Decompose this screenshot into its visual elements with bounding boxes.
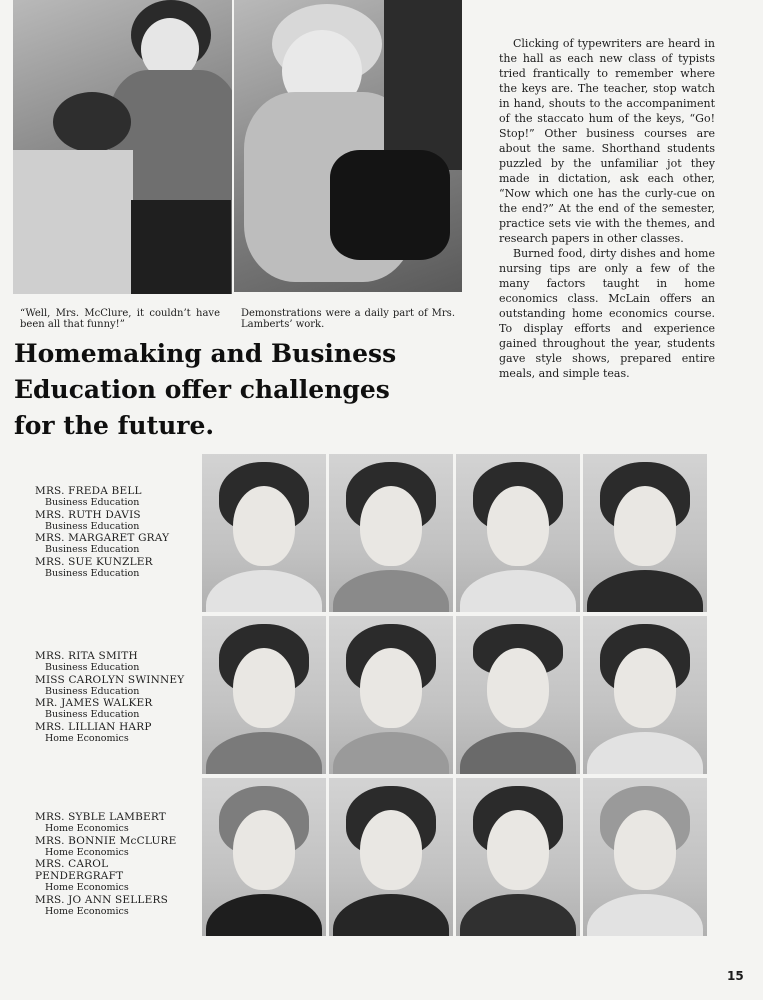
faculty-entry <box>35 835 195 859</box>
faculty-department: Business Education <box>45 497 140 508</box>
left-photo-caption: “Well, Mrs. McClure, it couldn’t have been all that funny!” <box>20 308 220 330</box>
faculty-name: MRS. BONNIE McCLURE <box>35 834 177 847</box>
page-number: 15 <box>727 969 744 983</box>
faculty-portrait <box>456 454 580 612</box>
faculty-name: MR. JAMES WALKER <box>35 697 153 709</box>
faculty-department: Business Education <box>45 544 140 555</box>
faculty-name: MRS. FREDA BELL <box>35 485 142 497</box>
faculty-portrait <box>583 616 707 774</box>
faculty-roster-group-1 <box>35 485 195 579</box>
faculty-entry <box>35 811 195 835</box>
faculty-department: Home Economics <box>45 905 129 917</box>
sewing-machine-demonstration-photo <box>234 0 462 292</box>
faculty-entry <box>35 674 195 698</box>
faculty-name: MISS CAROLYN SWINNEY <box>35 673 185 686</box>
faculty-roster-group-3 <box>35 811 195 917</box>
faculty-entry <box>35 894 195 918</box>
faculty-portrait <box>456 616 580 774</box>
headline-line-3: for the future. <box>14 411 215 440</box>
faculty-name: MRS. JO ANN SELLERS <box>35 893 168 906</box>
faculty-portrait <box>329 616 453 774</box>
headline-line-2: Education offer challenges <box>14 375 390 404</box>
faculty-entry <box>35 556 195 580</box>
faculty-portrait <box>583 778 707 936</box>
faculty-name: MRS. SUE KUNZLER <box>35 555 153 568</box>
faculty-name: MRS. RITA SMITH <box>35 650 138 662</box>
faculty-name: MRS. RUTH DAVIS <box>35 508 141 521</box>
faculty-name: MRS. CAROL PENDERGRAFT <box>35 858 124 882</box>
faculty-name: MRS. SYBLE LAMBERT <box>35 811 166 823</box>
faculty-entry <box>35 485 195 509</box>
faculty-entry <box>35 697 195 721</box>
faculty-portrait <box>202 616 326 774</box>
headline-line-1: Homemaking and Business <box>14 339 397 368</box>
faculty-department: Business Education <box>45 662 140 673</box>
faculty-department: Home Economics <box>45 846 129 858</box>
faculty-portrait <box>329 778 453 936</box>
article-paragraph-1: Clicking of typewriters are heard in the hall as each new class of typists tried frantically to remember where the keys are. The teacher, stop watch in hand, shouts to the accompaniment of the staccato hum of the keys, “Go! Stop!” Other business courses are about the same. Shorthand students puzzled by the unfamiliar jot they made in dictation, ask each other, “Now which one has the curly-cue on the end?” At the end of the semester, practice sets vie with the themes, and research papers in other classes. <box>499 37 715 245</box>
faculty-department: Home Economics <box>45 823 129 834</box>
faculty-entry <box>35 509 195 533</box>
faculty-entry <box>35 721 195 745</box>
faculty-department: Business Education <box>45 567 140 579</box>
faculty-department: Home Economics <box>45 732 129 744</box>
faculty-department: Home Economics <box>45 882 129 893</box>
faculty-name: MRS. MARGARET GRAY <box>35 532 170 544</box>
article-body <box>499 36 715 381</box>
faculty-department: Business Education <box>45 685 140 697</box>
faculty-entry <box>35 858 195 894</box>
faculty-department: Business Education <box>45 709 140 720</box>
article-paragraph-2: Burned food, dirty dishes and home nursing tips are only a few of the many factors taught in home economics class. McLain offers an outstanding home economics course. To display efforts and experience gained throughout the year, students gave style shows, prepared entire meals, and simple teas. <box>499 247 715 380</box>
faculty-portrait <box>583 454 707 612</box>
faculty-name: MRS. LILLIAN HARP <box>35 720 152 733</box>
kitchen-demonstration-photo <box>13 0 232 294</box>
faculty-portrait <box>456 778 580 936</box>
faculty-roster-group-2 <box>35 650 195 744</box>
page-headline <box>14 336 414 444</box>
faculty-department: Business Education <box>45 520 140 532</box>
faculty-entry <box>35 532 195 556</box>
faculty-portrait <box>202 454 326 612</box>
faculty-portrait <box>329 454 453 612</box>
faculty-entry <box>35 650 195 674</box>
right-photo-caption: Demonstrations were a daily part of Mrs. Lamberts’ work. <box>241 308 455 330</box>
faculty-portrait <box>202 778 326 936</box>
